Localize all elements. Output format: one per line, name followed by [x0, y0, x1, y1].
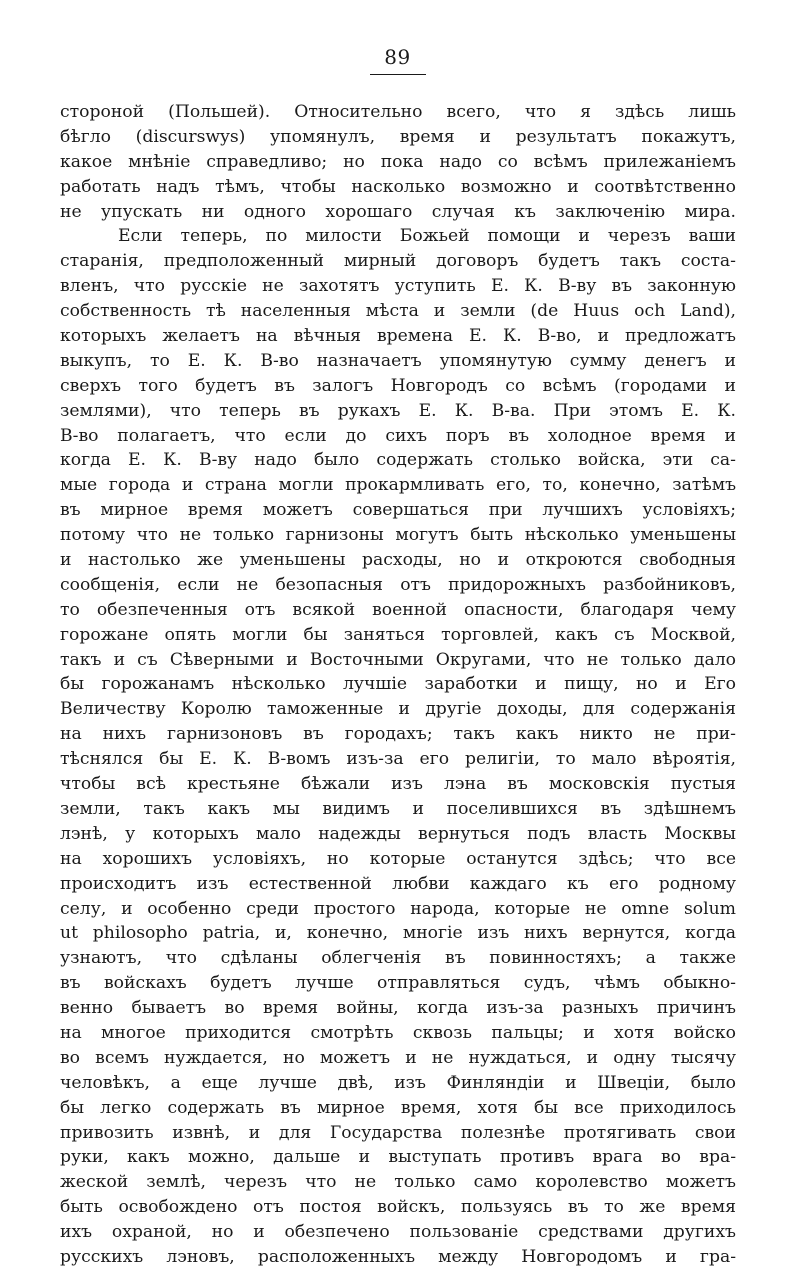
- text-line: потому что не только гарнизоны могутъ быть нѣсколько уменьшены: [60, 525, 736, 546]
- text-line: быть освобождено отъ постоя войскъ, пользуясь въ то же время: [60, 1197, 736, 1218]
- text-line: на нихъ гарнизоновъ въ городахъ; такъ какъ никто не при-: [60, 724, 736, 745]
- page-number: 89: [384, 45, 411, 69]
- text-line: руки, какъ можно, дальше и выступать противъ врага во вра-: [60, 1147, 736, 1168]
- text-line: жеской землѣ, черезъ что не только само королевство можетъ: [60, 1172, 736, 1193]
- body-text: [60, 100, 736, 1270]
- text-line: землями), что теперь въ рукахъ Е. К. В-ва. При этомъ Е. К.: [60, 400, 736, 421]
- text-line: человѣкъ, а еще лучше двѣ, изъ Финляндіи и Швеціи, было: [60, 1072, 736, 1093]
- text-line: лэнѣ, у которыхъ мало надежды вернуться подъ власть Москвы: [60, 823, 736, 844]
- text-line: узнаютъ, что сдѣланы облегченія въ повинностяхъ; а также: [60, 948, 736, 969]
- text-line: тѣснялся бы Е. К. В-вомъ изъ-за его религіи, то мало вѣроятія,: [60, 749, 736, 770]
- text-line: ut philosopho patria, и, конечно, многіе изъ нихъ вернутся, когда: [60, 923, 736, 944]
- text-line: то обезпеченныя отъ всякой военной опасности, благодаря чему: [60, 599, 736, 620]
- text-line: Величеству Королю таможенные и другіе доходы, для содержанія: [60, 699, 736, 720]
- text-line: Если теперь, по милости Божьей помощи и черезъ ваши: [118, 226, 736, 247]
- text-line: горожане опять могли бы заняться торговлей, какъ съ Москвой,: [60, 624, 736, 645]
- text-line: чтобы всѣ крестьяне бѣжали изъ лэна въ московскія пустыя: [60, 774, 736, 795]
- text-line: В-во полагаетъ, что если до сихъ поръ въ холодное время и: [60, 425, 736, 446]
- text-line: которыхъ желаетъ на вѣчныя времена Е. К. В-во, и предложатъ: [60, 326, 736, 347]
- text-line: какое мнѣніе справедливо; но пока надо со всѣмъ прилежаніемъ: [60, 151, 736, 172]
- text-line: не упускать ни одного хорошаго случая къ заключенію мира.: [60, 201, 736, 222]
- text-line: на многое приходится смотрѣть сквозь пальцы; и хотя войско: [60, 1022, 736, 1043]
- text-line: венно бываетъ во время войны, когда изъ-за разныхъ причинъ: [60, 998, 736, 1019]
- text-line: мые города и страна могли прокармливать его, то, конечно, затѣмъ: [60, 475, 736, 496]
- text-line: сверхъ того будетъ въ залогъ Новгородъ со всѣмъ (городами и: [60, 375, 736, 396]
- text-line: бы горожанамъ нѣсколько лучшіе заработки и пищу, но и Его: [60, 674, 736, 695]
- text-line: такъ и съ Сѣверными и Восточными Округами, что не только дало: [60, 649, 736, 670]
- text-line: земли, такъ какъ мы видимъ и поселившихся въ здѣшнемъ: [60, 798, 736, 819]
- text-line: русскихъ лэновъ, расположенныхъ между Новгородомъ и гра-: [60, 1246, 736, 1267]
- text-line: въ мирное время можетъ совершаться при лучшихъ условіяхъ;: [60, 500, 736, 521]
- text-line: собственность тѣ населенныя мѣста и земли (de Huus och Land),: [60, 301, 736, 322]
- text-line: во всемъ нуждается, но можетъ и не нуждаться, и одну тысячу: [60, 1047, 736, 1068]
- text-line: бѣгло (discurswys) упомянулъ, время и результатъ покажутъ,: [60, 126, 736, 147]
- text-line: бы легко содержать въ мирное время, хотя бы все приходилось: [60, 1097, 736, 1118]
- text-line: выкупъ, то Е. К. В-во назначаетъ упомянутую сумму денегъ и: [60, 350, 736, 371]
- page-number-rule: [370, 74, 426, 75]
- text-line: на хорошихъ условіяхъ, но которые останутся здѣсь; что все: [60, 848, 736, 869]
- text-line: привозить извнѣ, и для Государства полезнѣе протягивать свои: [60, 1122, 736, 1143]
- text-line: и настолько же уменьшены расходы, но и откроются свободныя: [60, 550, 736, 571]
- text-line: происходитъ изъ естественной любви каждаго къ его родному: [60, 873, 736, 894]
- text-line: работать надъ тѣмъ, чтобы насколько возможно и соотвѣтственно: [60, 176, 736, 197]
- text-line: старанія, предположенный мирный договоръ будетъ такъ соста-: [60, 251, 736, 272]
- text-line: стороной (Польшей). Относительно всего, что я здѣсь лишь: [60, 102, 736, 122]
- text-line: сообщенія, если не безопасныя отъ придорожныхъ разбойниковъ,: [60, 574, 736, 595]
- text-line: когда Е. К. В-ву надо было содержать столько войска, эти са-: [60, 450, 736, 471]
- text-line: вленъ, что русскіе не захотятъ уступить Е. К. В-ву въ законную: [60, 276, 736, 297]
- text-line: селу, и особенно среди простого народа, которые не omne solum: [60, 898, 736, 919]
- text-line: въ войскахъ будетъ лучше отправляться судъ, чѣмъ обыкно-: [60, 973, 736, 994]
- text-line: ихъ охраной, но и обезпечено пользованіе средствами другихъ: [60, 1222, 736, 1243]
